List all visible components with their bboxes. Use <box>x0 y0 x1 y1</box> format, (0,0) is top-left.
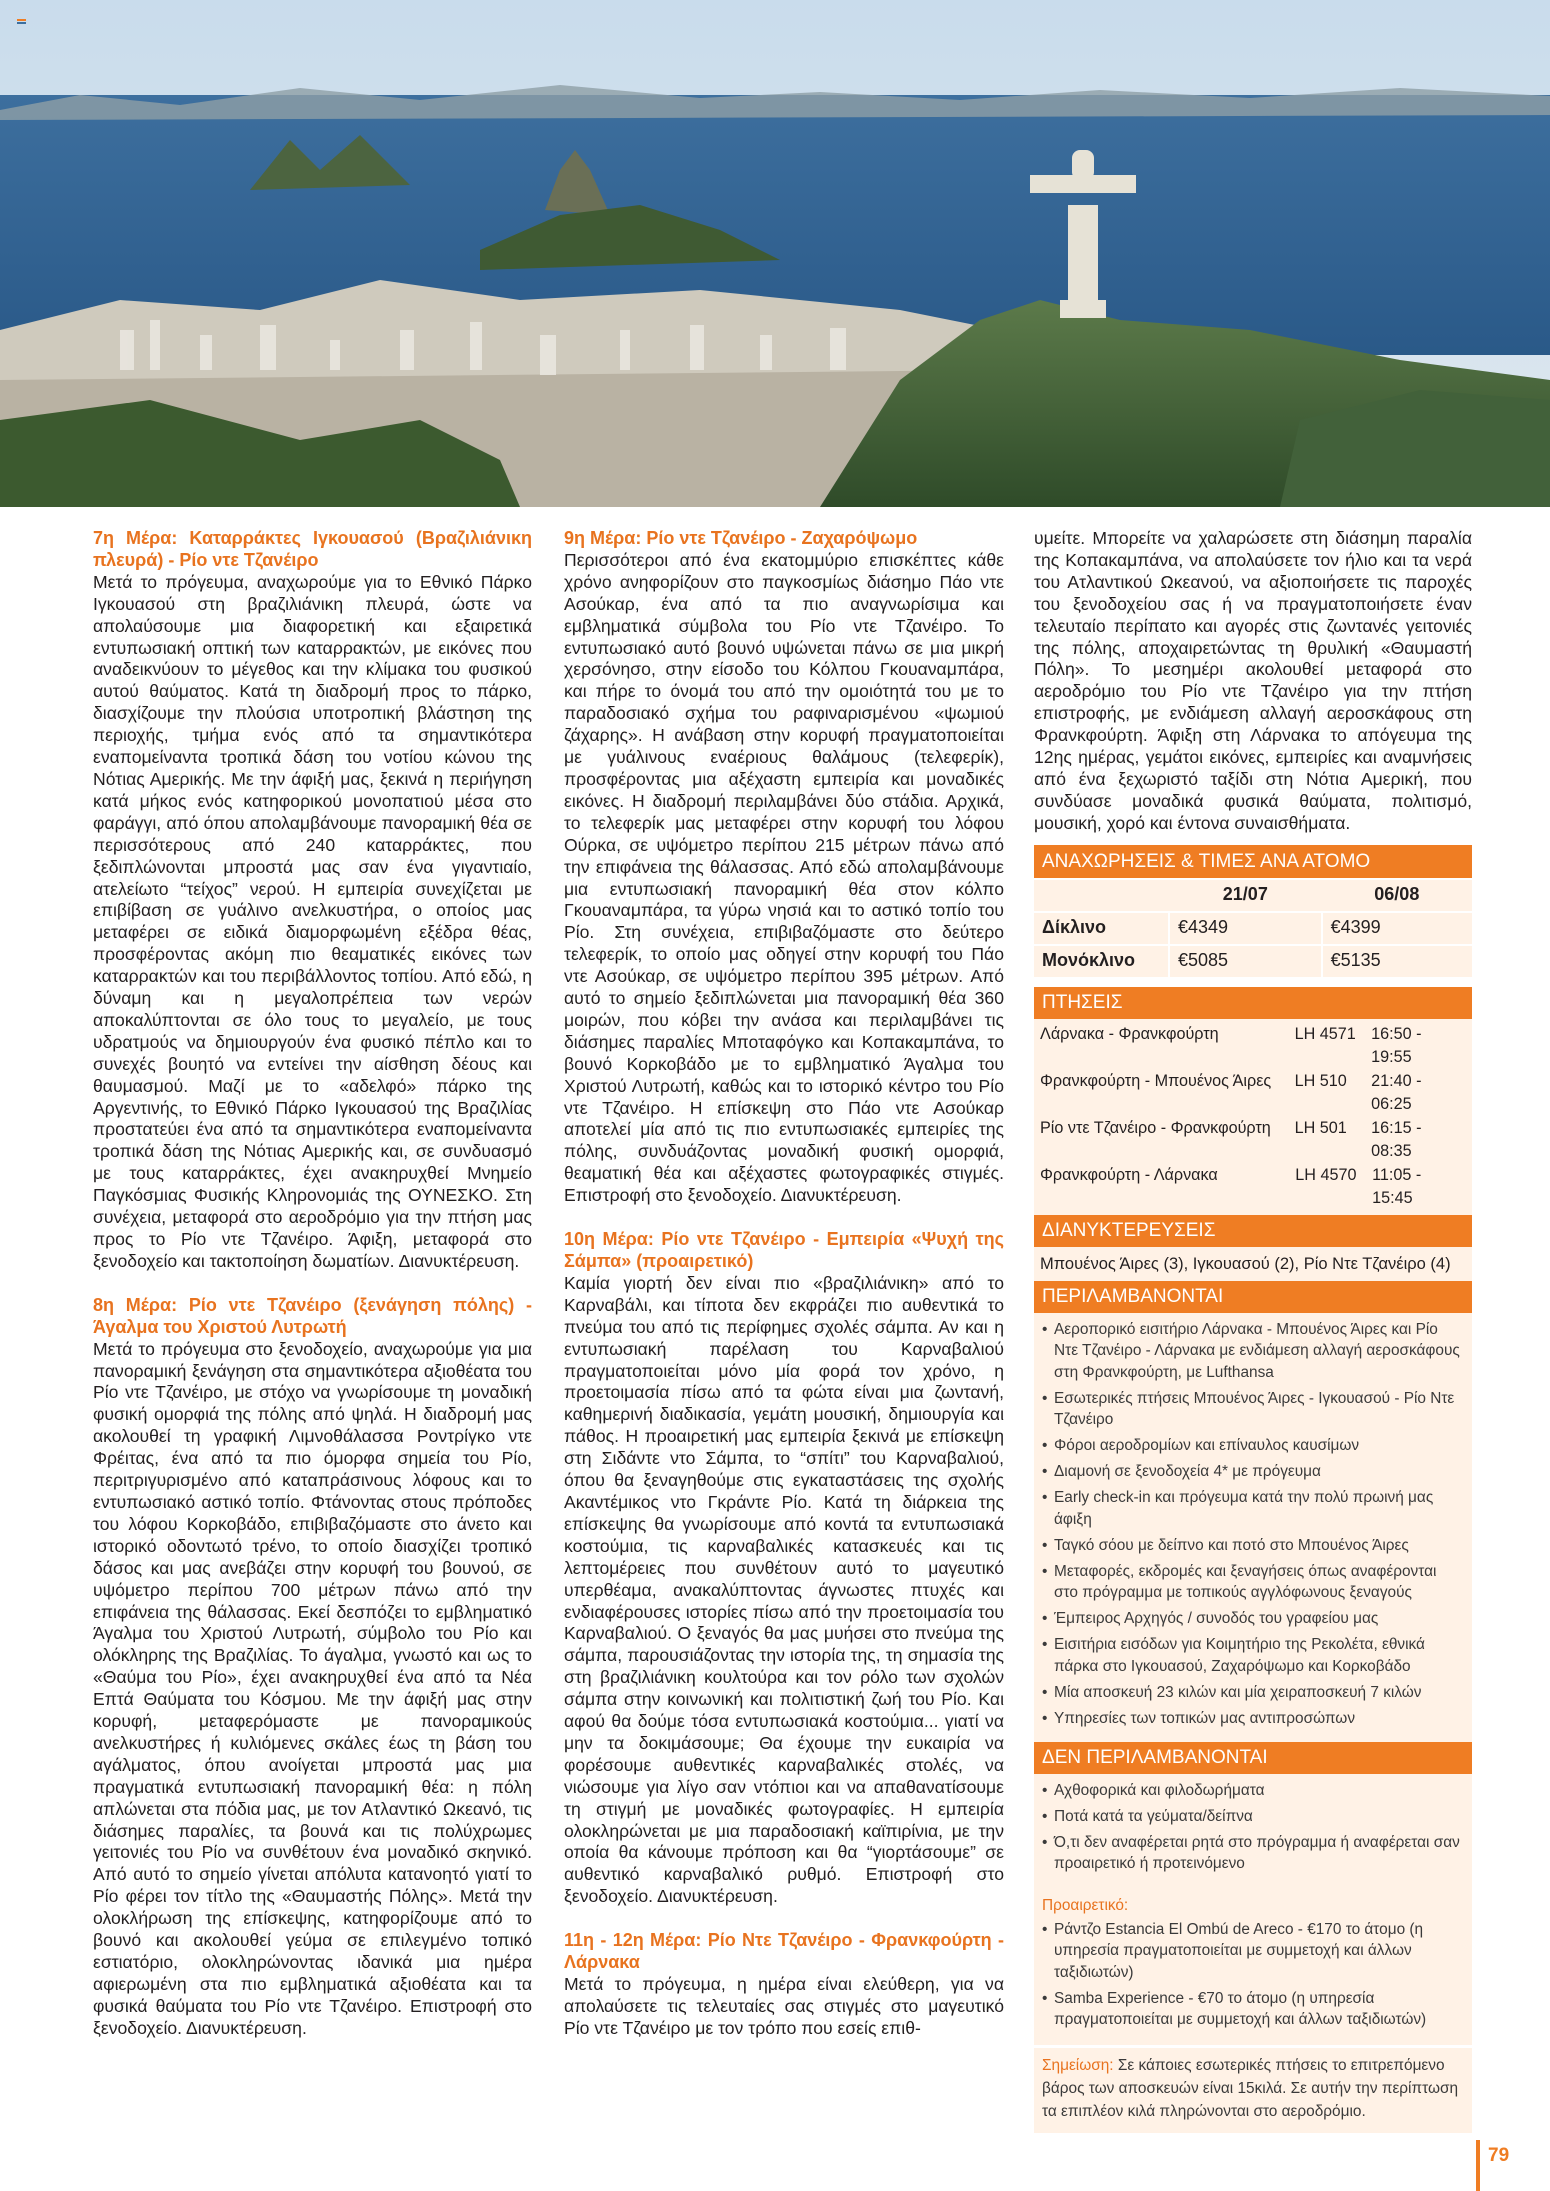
included-box <box>1034 1281 1472 1742</box>
flight-code: LH 501 <box>1294 1118 1347 1137</box>
list-item: • Early check-in και πρόγευμα κατά την πολύ πρωινή μας άφιξη <box>1042 1487 1464 1530</box>
note-label: Σημείωση: <box>1042 2057 1114 2075</box>
flight-route: Φρανκφούρτη - Μπουένος Άιρες <box>1040 1071 1272 1090</box>
day-11-12-title: 11η - 12η Μέρα: Ρίο Ντε Τζανέιρο - Φρανκφούρτη - Λάρνακα <box>564 1930 1004 1973</box>
prices-box <box>1034 845 1472 977</box>
note-box <box>1034 2045 1472 2133</box>
price-row-double <box>1034 912 1472 945</box>
list-item: • Διαμονή σε ξενοδοχεία 4* με πρόγευμα <box>1042 1461 1464 1483</box>
flight-route: Ρίο ντε Τζανέιρο - Φρανκφούρτη <box>1040 1118 1271 1137</box>
overnights-text: Μπουένος Άιρες (3), Ιγκουασού (2), Ρίο Ντε Τζανέιρο (4) <box>1040 1254 1451 1273</box>
overnights-heading: ΔΙΑΝΥΚΤΕΡΕΥΣΕΙΣ <box>1034 1215 1472 1247</box>
date-column-2: 06/08 <box>1322 879 1472 912</box>
list-item: • Εισιτήρια εισόδων για Κοιμητήριο της Ρεκολέτα, εθνικά πάρκα στο Ιγκουασού, Ζαχαρόψωμο και Κορκοβάδο <box>1042 1634 1464 1677</box>
info-column <box>1034 528 1472 2133</box>
rio-panorama-photo <box>0 0 1550 507</box>
day-9-text: Περισσότεροι από ένα εκατομμύριο επισκέπτες κάθε χρόνο ανηφορίζουν στο παγκοσμίως διάσημο Πάο ντε Ασούκαρ, ένα από τα πιο αναγνωρίσιμα και εμβληματικά σύμβολα του Ρίο ντε Τζανέιρο. Το εντυπωσιακό αυτό βουνό υψώνεται πάνω σε μια μικρή χερσόνησο, στην είσοδο του Κόλπου Γκουαναμπάρα, και πήρε το όνομά του από την ομοιότητά του με το παραδοσιακό σχήμα του ραφιναρισμένου «ψωμιού ζάχαρης». Η ανάβαση στην κορυφή πραγματοποιείται με γυάλινους εναέριους θαλάμους (τελεφερίκ), προσφέροντας μια αξέχαστη εμπειρία και μοναδικές εικόνες. Η διαδρομή περιλαμβάνει δύο στάδια. Αρχικά, το τελεφερίκ μας μεταφέρει στην κορυφή του λόφου Ούρκα, σε υψόμετρο περίπου 215 μέτρων πάνω από την επιφάνεια της θάλασσας. Από εδώ απολαμβάνουμε μια εντυπωσιακή πανοραμική θέα στον κόλπο Γκουαναμπάρα, τα γύρω νησιά και το αστικό τοπίο του Ρίο. Στη συνέχεια, επιβιβαζόμαστε στο δεύτερο τελεφερίκ, το οποίο μας οδηγεί στην κορυφή του Πάο ντε Ασούκαρ, σε υψόμετρο περίπου 395 μέτρων. Από αυτό το σημείο ξεδιπλώνεται μια πανοραμική θέα 360 μοιρών, που κόβει την ανάσα και περιλαμβάνει τις διάσημες παραλίες Μποταφόγκο και Κοπακαμπάνα, το βουνό Κορκοβάδο με το εμβληματικό Άγαλμα του Χριστού Λυτρωτή, καθώς και το ιστορικό κέντρο του Ρίο ντε Τζανέιρο. Η επίσκεψη στο Πάο ντε Ασούκαρ αποτελεί μία από τις πιο εντυπωσιακές εμπειρίες της πόλης, συνδυάζοντας μοναδική φυσική ομορφιά, θεαματική θέα και αξέχαστες φωτογραφικές στιγμές. Επιστροφή στο ξενοδοχείο. Διανυκτέρευση. <box>564 549 1004 1206</box>
list-item: • Έμπειρος Αρχηγός / συνοδός του γραφείου μας <box>1042 1608 1464 1630</box>
prices-table <box>1034 878 1472 977</box>
flight-code: LH 4570 <box>1295 1165 1357 1184</box>
list-item: • Ταγκό σόου με δείπνο και ποτό στο Μπουένος Άιρες <box>1042 1535 1464 1557</box>
price-value: €4399 <box>1322 912 1472 945</box>
room-type: Μονόκλινο <box>1034 945 1169 977</box>
list-item: • Ράντζο Estancia El Ombú de Areco - €170 το άτομο (η υπηρεσία πραγματοποιείται με συμμετοχή και άλλων ταξιδιωτών) <box>1042 1919 1464 1984</box>
itinerary-column-1 <box>93 528 532 2040</box>
list-item: • Αεροπορικό εισιτήριο Λάρνακα - Μπουένος Άιρες και Ρίο Ντε Τζανέιρο - Λάρνακα με ενδιάμεση αλλαγή αεροσκάφους στη Φρανκφούρτη, με Lufthansa <box>1042 1319 1464 1384</box>
flight-time: 21:40 - 06:25 <box>1371 1071 1422 1114</box>
day-7-title: 7η Μέρα: Καταρράκτες Ιγκουασού (Βραζιλιάνικη πλευρά) - Ρίο ντε Τζανέιρο <box>93 528 532 570</box>
not-included-box <box>1034 1742 1472 2046</box>
flight-time: 11:05 - 15:45 <box>1372 1165 1422 1208</box>
rio-de-janeiro-panorama-photo-icon <box>0 0 1550 507</box>
flag-icon <box>17 19 26 24</box>
note-text: Σε κάποιες εσωτερικές πτήσεις το επιτρεπόμενο βάρος των αποσκευών είναι 15κιλά. Σε αυτήν την περίπτωση τα επιπλέον κιλά πληρώνονται στο αεροδρόμιο. <box>1042 2057 1459 2121</box>
flight-time: 16:50 - 19:55 <box>1371 1024 1422 1067</box>
flights-heading: ΠΤΗΣΕΙΣ <box>1034 987 1472 1019</box>
price-value: €4349 <box>1169 912 1322 945</box>
flights-box <box>1034 987 1472 1215</box>
day-7-text: Μετά το πρόγευμα, αναχωρούμε για το Εθνικό Πάρκο Ιγκουασού στη βραζιλιάνικη πλευρά, ώστε να απολαύσουμε μια διαφορετική και εξαιρετικά εντυπωσιακή οπτική των καταρρακτών, με εικόνες που αναδεικνύουν το μέγεθος και την κλίμακα του φυσικού αυτού θαύματος. Κατά τη διαδρομή προς το πάρκο, διασχίζουμε την πλούσια υποτροπική βλάστηση της περιοχής, τμήμα ενός από τα σημαντικότερα εναπομείναντα τροπικά δάση του νοτίου κώνου της Νότιας Αμερικής. Με την άφιξή μας, ξεκινά η περιήγηση κατά μήκος ενός κατηφορικού μονοπατιού μέσα στο φαράγγι, από όπου απολαμβάνουμε πανοραμική θέα σε περισσότερους από 240 καταρράκτες, που ξεδιπλώνονται μπροστά μας σαν ένα γιγαντιαίο, ατελείωτο “τείχος” νερού. Η εμπειρία συνεχίζεται με επιβίβαση σε γυάλινο ανελκυστήρα, ο οποίος μας μεταφέρει σε ειδικά διαμορφωμένη εξέδρα θέας, προσφέροντας ακόμη πιο θεαματικές εικόνες των καταρρακτών και του περιβάλλοντος τοπίου. Από εδώ, η δύναμη και η μεγαλοπρέπεια των νερών αποκαλύπτονται σε όλο τους το μεγαλείο, με τους υδρατμούς να δημιουργούν ένα φυσικό πέπλο και το συνεχές βουητό να εντείνει την αίσθηση δέους και θαυμασμού. Μαζί με το «αδελφό» πάρκο της Αργεντινής, το Εθνικό Πάρκο Ιγκουασού της Βραζιλίας προστατεύει ένα από τα σημαντικότερα εναπομείναντα τροπικά δάση της Νότιας Αμερικής και, σε συνδυασμό με τους καταρράκτες, έχει ανακηρυχθεί Μνημείο Παγκόσμιας Φυσικής Κληρονομιάς της ΟΥΝΕΣΚΟ. Στη συνέχεια, μεταφορά στο αεροδρόμιο για την πτήση μας προς το Ρίο ντε Τζανέιρο. Άφιξη, μεταφορά στο ξενοδοχείο και τακτοποίηση δωματίων. Διανυκτέρευση. <box>93 571 532 1271</box>
optional-list <box>1042 1919 1464 2031</box>
flight-time: 16:15 - 08:35 <box>1371 1118 1422 1161</box>
prices-heading: ΑΝΑΧΩΡΗΣΕΙΣ & ΤΙΜΕΣ ΑΝΑ ΑΤΟΜΟ <box>1034 845 1472 878</box>
included-list <box>1034 1313 1472 1742</box>
list-item: • Ό,τι δεν αναφέρεται ρητά στο πρόγραμμα ή αναφέρεται σαν προαιρετικό ή προτεινόμενο <box>1042 1832 1464 1875</box>
list-item: • Samba Experience - €70 το άτομο (η υπηρεσία πραγματοποιείται με συμμετοχή και άλλων ταξιδιωτών) <box>1042 1988 1464 2031</box>
optional-heading: Προαιρετικό: <box>1042 1897 1129 1915</box>
list-item: • Υπηρεσίες των τοπικών μας αντιπροσώπων <box>1042 1708 1464 1730</box>
list-item: • Εσωτερικές πτήσεις Μπουένος Άιρες - Ιγκουασού - Ρίο Ντε Τζανέιρο <box>1042 1388 1464 1431</box>
flight-row <box>1034 1070 1472 1117</box>
day-11-12-text-start: Μετά το πρόγευμα, η ημέρα είναι ελεύθερη, για να απολαύσετε τις τελευταίες σας στιγμές στο μαγευτικό Ρίο ντε Τζανέιρο με τον τρόπο που εσείς επιθ- <box>564 1974 1004 2038</box>
list-item: • Αχθοφορικά και φιλοδωρήματα <box>1042 1780 1464 1802</box>
day-8-title: 8η Μέρα: Ρίο ντε Τζανέιρο (ξενάγηση πόλης) - Άγαλμα του Χριστού Λυτρωτή <box>93 1294 532 1337</box>
flight-code: LH 4571 <box>1294 1024 1356 1043</box>
list-item: • Μεταφορές, εκδρομές και ξεναγήσεις όπως αναφέρονται στο πρόγραμμα με τοπικούς αγγλόφωνους ξεναγούς <box>1042 1561 1464 1604</box>
overnights-box <box>1034 1215 1472 1281</box>
flight-route: Λάρνακα - Φρανκφούρτη <box>1040 1024 1219 1043</box>
day-9-title: 9η Μέρα: Ρίο ντε Τζανέιρο - Ζαχαρόψωμο <box>564 528 918 548</box>
room-type: Δίκλινο <box>1034 912 1169 945</box>
list-item: • Φόροι αεροδρομίων και επίναυλος καυσίμων <box>1042 1435 1464 1457</box>
page-number-bar <box>1476 2140 1480 2191</box>
optional-section <box>1034 1887 1472 2045</box>
price-value: €5135 <box>1322 945 1472 977</box>
itinerary-column-2 <box>564 528 1004 2040</box>
not-included-list <box>1034 1774 1472 1888</box>
price-value: €5085 <box>1169 945 1322 977</box>
day-8-text: Μετά το πρόγευμα στο ξενοδοχείο, αναχωρούμε για μια πανοραμική ξενάγηση στα σημαντικότερα αξιοθέατα του Ρίο ντε Τζανέιρο, με στόχο να γνωρίσουμε τη μοναδική φυσική ομορφιά της πόλης από ψηλά. Η διαδρομή μας ακολουθεί τη γραφική Λιμνοθάλασσα Ροντρίγκο ντε Φρέιτας, ένα από τα πιο όμορφα σημεία του Ρίο, περιτριγυρισμένο από καταπράσινους λόφους και το εντυπωσιακό αστικό τοπίο. Φτάνοντας στους πρόποδες του λόφου Κορκοβάδο, επιβιβαζόμαστε στο άνετο και ιστορικό οδοντωτό τρένο, το οποίο διασχίζει τροπικό δάσος και μας ανεβάζει στην κορυφή του βουνού, σε υψόμετρο περίπου 700 μέτρων πάνω από την επιφάνεια της θάλασσας. Εκεί δεσπόζει το εμβληματικό Άγαλμα του Χριστού Λυτρωτή, σύμβολο του Ρίο και ολόκληρης της Βραζιλίας. Το άγαλμα, γνωστό και ως το «Θαύμα του Ρίο», έχει ανακηρυχθεί ένα από τα Νέα Επτά Θαύματα του Κόσμου. Με την άφιξή μας στην κορυφή, μεταφερόμαστε με πανοραμικούς ανελκυστήρες ή κυλιόμενες σκάλες έως τη βάση του αγάλματος, όπου ανοίγεται μπροστά μας μια πραγματικά εντυπωσιακή πανοραμική θέα: η πόλη απλώνεται στα πόδια μας, με τον Ατλαντικό Ωκεανό, τις διάσημες παραλίες, τα βουνά και τις πολύχρωμες γειτονιές του Ρίο να συνθέτουν ένα μοναδικό σκηνικό. Από αυτό το σημείο γίνεται απόλυτα κατανοητό γιατί το Ρίο φέρει τον τίτλο της «Θαυμαστής Πόλης». Μετά την ολοκλήρωση της επίσκεψης, κατηφορίζουμε από το βουνό και ακολουθεί γεύμα σε επιλεγμένο τοπικό εστιατόριο, ολοκληρώνοντας ιδανικά μια ημέρα αφιερωμένη στα πιο εμβληματικά αξιοθέατα και τα φυσικά θαύματα του Ρίο ντε Τζανέιρο. Επιστροφή στο ξενοδοχείο. Διανυκτέρευση. <box>93 1338 532 2038</box>
day-10-text: Καμία γιορτή δεν είναι πιο «βραζιλιάνικη» από το Καρναβάλι, και τίποτα δεν εκφράζει πιο αυθεντικά το πνεύμα του από τις περίφημες σχολές σάμπα. Αν και η εντυπωσιακή παρέλαση του Καρναβαλιού πραγματοποιείται μόνο μία φορά τον χρόνο, η προετοιμασία πίσω από τα φώτα είναι μια ζωντανή, καθημερινή διαδικασία, γεμάτη μουσική, δημιουργία και πάθος. Η προαιρετική μας εμπειρία ξεκινά με επίσκεψη στη Σιδάντε ντο Σάμπα, το “σπίτι” του Καρναβαλιού, όπου θα ξεναγηθούμε στις εγκαταστάσεις της σχολής Ακαντέμικος ντο Γκράντε Ρίο. Κατά τη διάρκεια της επίσκεψης θα γνωρίσουμε από κοντά τα εντυπωσιακά κοστούμια, τις καρναβαλικές κατασκευές και τις λεπτομέρειες που συνθέτουν αυτό το μαγευτικό υπερθέαμα, ανακαλύπτοντας άγνωστες πτυχές και ενδιαφέρουσες ιστορίες πίσω από την προετοιμασία του Καρναβαλιού. Ο ξεναγός θα μας μυήσει στο πνεύμα της σάμπα, παρουσιάζοντας την ιστορία της, τη σημασία της στη βραζιλιάνικη κουλτούρα και τον ρόλο των σχολών σάμπα στην κοινωνική και πολιτιστική ζωή του Ρίο. Και αφού θα δούμε τόσα εντυπωσιακά κοστούμια... γιατί να μην τα δοκιμάσουμε; Θα έχουμε την ευκαιρία να φορέσουμε αυθεντικές καρναβαλικές στολές, να νιώσουμε για λίγο σαν ντόπιοι και να απαθανατίσουμε τη στιγμή με μοναδικές φωτογραφίες. Η εμπειρία ολοκληρώνεται με μια παραδοσιακή καϊπιρίνια, με την οποία θα κάνουμε πρόποση και θα “γιορτάσουμε” σε αυθεντικό καρναβαλικό ρυθμό. Επιστροφή στο ξενοδοχείο. Διανυκτέρευση. <box>564 1272 1004 1907</box>
flight-row <box>1034 1164 1472 1211</box>
price-row-single <box>1034 945 1472 977</box>
note <box>1034 2048 1472 2133</box>
flight-route: Φρανκφούρτη - Λάρνακα <box>1040 1165 1218 1184</box>
date-column-1: 21/07 <box>1169 879 1322 912</box>
flight-code: LH 510 <box>1294 1071 1347 1090</box>
not-included-heading: ΔΕΝ ΠΕΡΙΛΑΜΒΑΝΟΝΤΑΙ <box>1034 1742 1472 1774</box>
flight-row <box>1034 1117 1472 1164</box>
flight-row <box>1034 1023 1472 1070</box>
list-item: • Ποτά κατά τα γεύματα/δείπνα <box>1042 1806 1464 1828</box>
page-number: 79 <box>1488 2145 1510 2166</box>
prices-header-row <box>1034 879 1472 912</box>
day-11-12-text-continued: υμείτε. Μπορείτε να χαλαρώσετε στη διάσημη παραλία της Κοπακαμπάνα, να απολαύσετε τον ήλιο και τα νερά του Ατλαντικού Ωκεανού, να αξιοποιήσετε τις παροχές του ξενοδοχείου σας ή να πραγματοποιήσετε έναν τελευταίο περίπατο και αγορές στις ζωντανές γειτονιές της πόλης, αποχαιρετώντας τη θρυλική «Θαυμαστή Πόλη». Το μεσημέρι ακολουθεί μεταφορά στο αεροδρόμιο του Ρίο ντε Τζανέιρο για την πτήση επιστροφής, με ενδιάμεση αλλαγή αεροσκάφους στη Φρανκφούρτη. Άφιξη στη Λάρνακα το απόγευμα της 12ης ημέρας, γεμάτοι εικόνες, εμπειρίες και αναμνήσεις από ένα ξεχωριστό ταξίδι στη Νότια Αμερική, που συνδύασε μοναδικά φυσικά θαύματα, πολιτισμό, μουσική, χορό και έντονα συναισθήματα. <box>1034 528 1472 833</box>
list-item: • Μία αποσκευή 23 κιλών και μία χειραποσκευή 7 κιλών <box>1042 1682 1464 1704</box>
day-10-title: 10η Μέρα: Ρίο ντε Τζανέιρο - Εμπειρία «Ψυχή της Σάμπα» (προαιρετικό) <box>564 1229 1004 1271</box>
included-heading: ΠΕΡΙΛΑΜΒΑΝΟΝΤΑΙ <box>1034 1281 1472 1313</box>
